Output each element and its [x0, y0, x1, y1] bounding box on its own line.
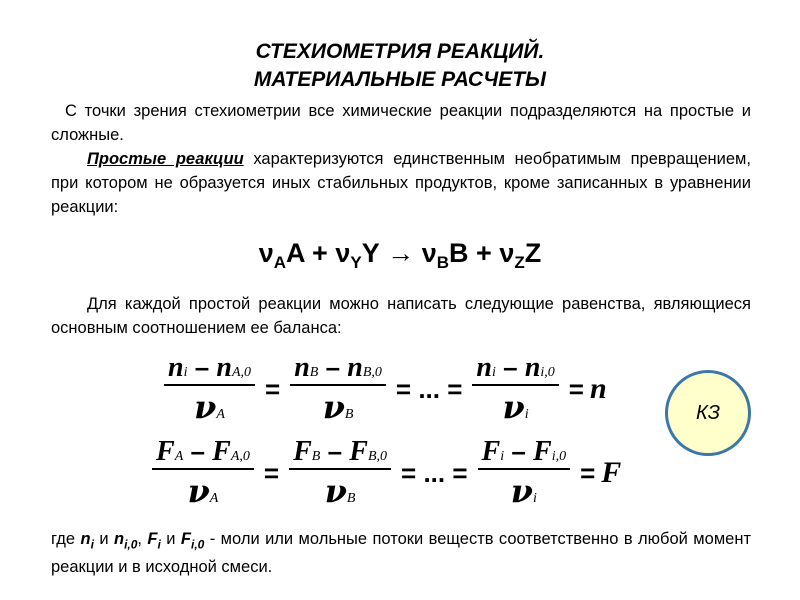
nu-a: ν: [258, 238, 274, 268]
sub-b0: B,0: [367, 449, 388, 464]
sub-i: i: [532, 491, 537, 506]
n-symbol: n: [113, 530, 125, 548]
n-symbol: n: [347, 352, 363, 383]
sub-b: B: [346, 491, 356, 506]
f-symbol: F: [293, 436, 312, 467]
kz-button[interactable]: КЗ: [665, 370, 751, 456]
reaction-equation: [0, 238, 800, 273]
nu-symbol: ν: [187, 472, 210, 510]
f-symbol: F: [147, 530, 158, 548]
n-symbol: n: [476, 352, 492, 383]
species-b: B: [449, 238, 469, 268]
equals-dots: = ... =: [401, 457, 468, 488]
equals-sign: =: [568, 373, 584, 404]
minus: –: [187, 352, 217, 382]
fraction-b: [289, 436, 391, 510]
equals-sign: =: [265, 373, 281, 404]
title-line-2: МАТЕРИАЛЬНЫЕ РАСЧЕТЫ: [253, 68, 547, 91]
n-symbol: n: [216, 352, 232, 383]
balance-paragraph: Для каждой простой реакции можно написать следующие равенства, являющиеся основным соотношением ее баланса:: [51, 295, 751, 337]
intro-paragraph: С точки зрения стехиометрии все химические реакции подразделяются на простые и сложные.: [51, 102, 751, 144]
sub-a: A: [216, 407, 225, 422]
nu-b: ν: [421, 238, 437, 268]
minus: –: [504, 436, 534, 466]
sub-a: A: [209, 491, 219, 506]
minus: –: [318, 352, 348, 382]
sub-i0: i,0: [551, 449, 567, 464]
nu-a-sub: A: [273, 253, 287, 272]
footer-text-1: где: [51, 530, 81, 548]
minus: –: [183, 436, 213, 466]
nu-z-sub: Z: [514, 253, 525, 272]
simple-reactions-paragraph: [51, 147, 751, 219]
equals-sign: =: [580, 457, 596, 488]
f-symbol: F: [212, 436, 231, 467]
f-symbol: F: [180, 530, 191, 548]
fraction-b: [290, 352, 386, 426]
nu-y: ν: [335, 238, 351, 268]
page-title: [0, 38, 800, 94]
footer-text-2: - моли или мольные потоки веществ соответственно в любой момент реакции и в исходной смеси.: [51, 530, 752, 577]
sub-i0: i,0: [191, 537, 205, 552]
title-line-1: СТЕХИОМЕТРИЯ РЕАКЦИЙ.: [255, 40, 545, 63]
fraction-i: [472, 352, 558, 426]
flow-balance-equation: [148, 436, 621, 510]
sub-a: A: [174, 449, 184, 464]
simple-reactions-term: Простые реакции: [87, 150, 244, 168]
f-symbol: F: [349, 436, 368, 467]
sub-i0: i,0: [124, 537, 138, 552]
sub-a0: A,0: [231, 365, 252, 380]
species-a: A: [286, 238, 305, 268]
n-symbol: n: [168, 352, 184, 383]
simple-reactions-text: характеризуются единственным необратимым превращением, при котором не образуется иных стабильных продуктов, кроме записанных в уравнении реакции:: [51, 150, 751, 216]
and-word: и: [160, 530, 181, 548]
sub-b0: B,0: [362, 365, 382, 380]
sub-i: i: [500, 449, 505, 464]
footer-paragraph: [51, 528, 751, 579]
species-z: Z: [524, 238, 542, 268]
sub-i: i: [183, 365, 188, 380]
plus-1: +: [304, 238, 336, 268]
n-symbol: n: [294, 352, 310, 383]
nu-symbol: ν: [324, 472, 347, 510]
nu-z: ν: [499, 238, 515, 268]
sub-a0: A,0: [230, 449, 250, 464]
sub-i: i: [90, 537, 94, 552]
nu-b-sub: B: [436, 253, 450, 272]
plus-2: +: [468, 238, 500, 268]
n-symbol: n: [80, 530, 91, 548]
nu-symbol: ν: [502, 388, 525, 426]
equals-dots: = ... =: [395, 373, 463, 404]
result-n: n: [589, 372, 607, 405]
fraction-a: [152, 436, 254, 510]
species-y: Y: [361, 238, 380, 268]
sub-b: B: [344, 407, 354, 422]
sub-b: B: [309, 365, 319, 380]
f-symbol: F: [533, 436, 552, 467]
minus: –: [495, 352, 525, 382]
equals-sign: =: [263, 457, 280, 488]
mole-balance-equation: [160, 352, 607, 426]
and-word: и: [93, 530, 114, 548]
sub-b: B: [311, 449, 321, 464]
comma: ,: [137, 530, 148, 548]
nu-symbol: ν: [510, 472, 533, 510]
nu-y-sub: Y: [350, 253, 362, 272]
nu-symbol: ν: [322, 388, 345, 426]
f-symbol: F: [156, 436, 175, 467]
sub-i: i: [492, 365, 496, 380]
f-symbol: F: [481, 436, 501, 467]
n-symbol: n: [524, 352, 541, 383]
sub-i: i: [157, 537, 161, 552]
result-f: F: [601, 456, 622, 489]
fraction-i: [478, 436, 571, 510]
nu-symbol: ν: [194, 388, 217, 426]
sub-i: i: [524, 407, 529, 422]
sub-i0: i,0: [540, 365, 555, 380]
fraction-a: [164, 352, 255, 426]
minus: –: [320, 436, 350, 466]
reaction-arrow: →: [379, 238, 422, 268]
